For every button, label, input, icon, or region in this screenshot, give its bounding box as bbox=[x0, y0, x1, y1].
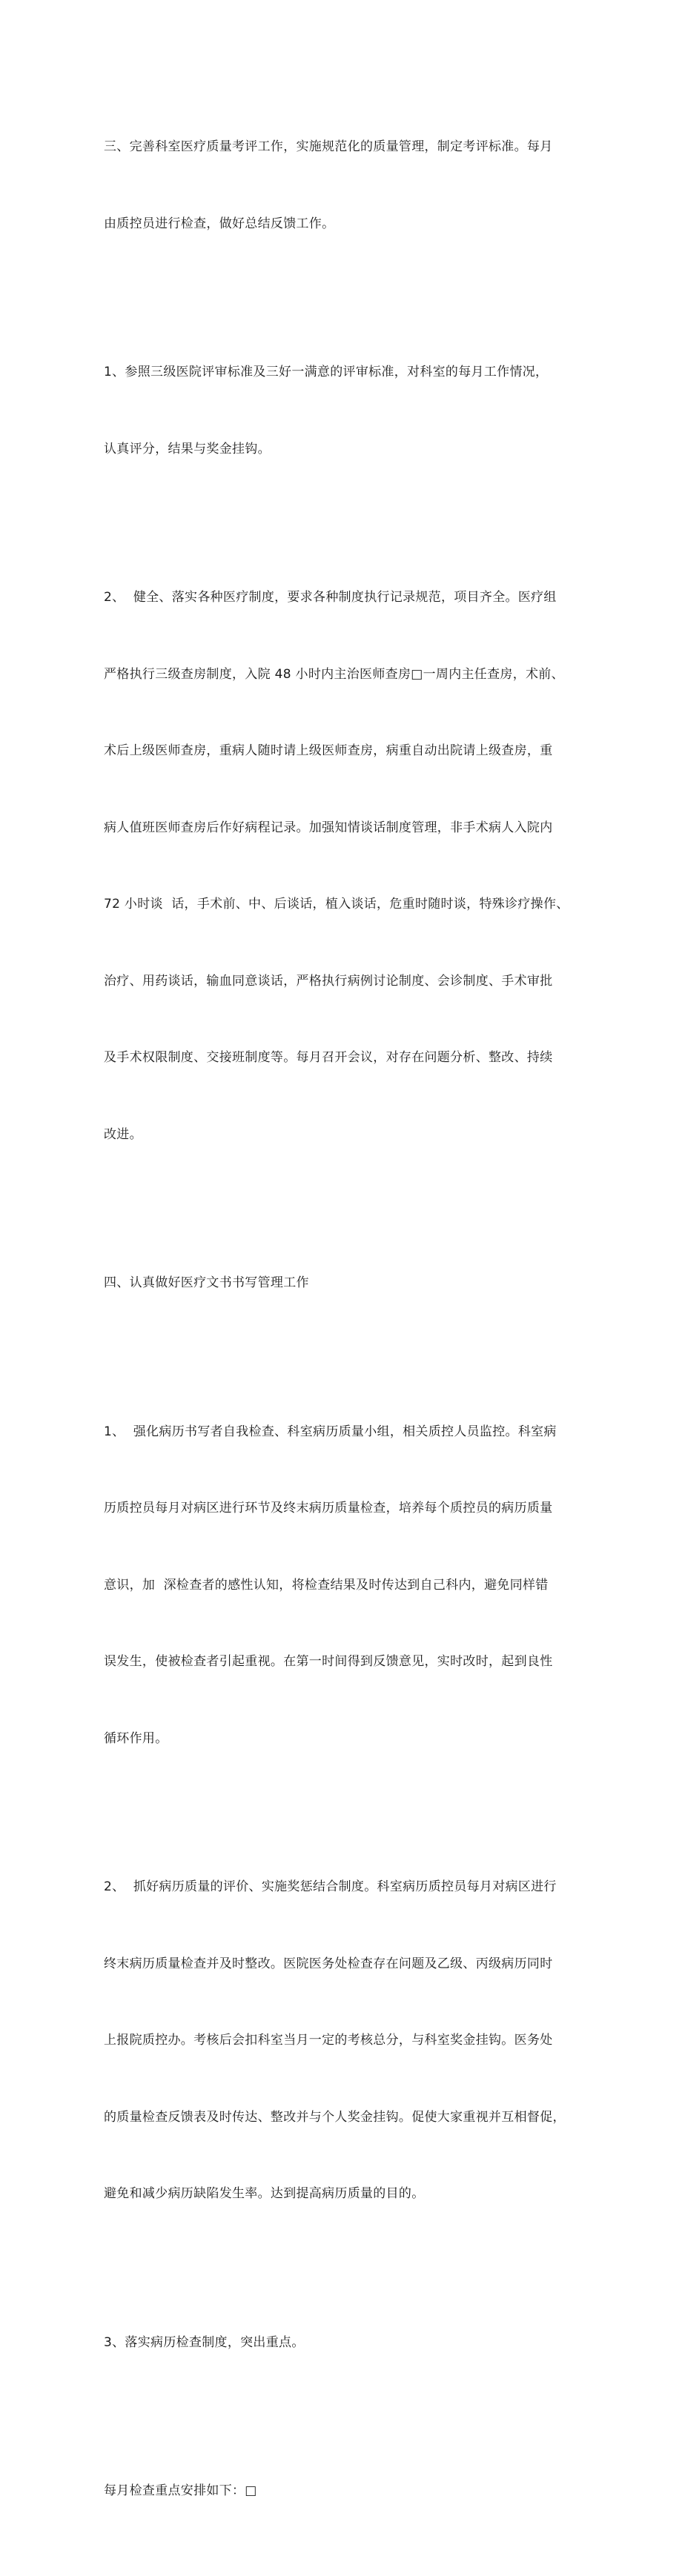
text-line: 及手术权限制度、交接班制度等。每月召开会议，对存在问题分析、整改、持续 bbox=[104, 1050, 553, 1065]
paragraph-section-three bbox=[104, 83, 586, 288]
text-line: 循环作用。 bbox=[104, 1730, 168, 1746]
text-line: 认真评分，结果与奖金挂钩。 bbox=[104, 441, 271, 457]
text-line: 1、参照三级医院评审标准及三好一满意的评审标准，对科室的每月工作情况， bbox=[104, 365, 549, 379]
text-line: 意识，加 深检查者的感性认知，将检查结果及时传达到自己科内，避免同样错 bbox=[104, 1577, 549, 1593]
text-line: 误发生，使被检查者引起重视。在第一时间得到反馈意见，实时改时，起到良性 bbox=[104, 1654, 553, 1669]
text-line: 2、 健全、落实各种医疗制度，要求各种制度执行记录规范，项目齐全。医疗组 bbox=[104, 590, 557, 605]
text-line: 病人值班医师查房后作好病程记录。加强知情谈话制度管理，非手术病人入院内 bbox=[104, 820, 553, 835]
text-line: 严格执行三级查房制度，入院 48 小时内主治医师查房□一周内主任查房，术前、 bbox=[104, 666, 564, 682]
text-line: 终末病历质量检查并及时整改。医院医务处检查存在问题及乙级、丙级病历同时 bbox=[104, 1956, 553, 1971]
text-line: 上报院质控办。考核后会扣科室当月一定的考核总分，与科室奖金挂钩。医务处 bbox=[104, 2033, 553, 2048]
text-line: 1、 强化病历书写者自我检查、科室病历质量小组，相关质控人员监控。科室病 bbox=[104, 1424, 557, 1439]
text-line: 避免和减少病历缺陷发生率。达到提高病历质量的目的。 bbox=[104, 2186, 425, 2201]
text-line: 治疗、用药谈话，输血同意谈话，严格执行病例讨论制度、会诊制度、手术审批 bbox=[104, 973, 553, 989]
text-line: 术后上级医师查房，重病人随时请上级医师查房，病重自动出院请上级查房，重 bbox=[104, 743, 553, 758]
text-line: 每月检查重点安排如下：□ bbox=[104, 2483, 257, 2498]
text-line: 的质量检查反馈表及时传达、整改并与个人奖金挂钩。促使大家重视并互相督促， bbox=[104, 2109, 566, 2125]
paragraph-item-1 bbox=[104, 308, 586, 513]
text-line: 三、完善科室医疗质量考评工作，实施规范化的质量管理，制定考评标准。每月 bbox=[104, 139, 553, 154]
paragraph-monthly-plan bbox=[104, 2427, 586, 2555]
text-line: 72 小时谈 话，手术前、中、后谈话，植入谈话，危重时随时谈，特殊诊疗操作、 bbox=[104, 897, 569, 912]
text-line: 2、 抓好病历质量的评价、实施奖惩结合制度。科室病历质控员每月对病区进行 bbox=[104, 1879, 557, 1894]
text-line: 历质控员每月对病区进行环节及终末病历质量检查，培养每个质控员的病历质量 bbox=[104, 1501, 553, 1516]
paragraph-item-2 bbox=[104, 534, 586, 1198]
text-line: 改进。 bbox=[104, 1126, 142, 1142]
paragraph-four-item-2 bbox=[104, 1823, 586, 2258]
section-heading-four bbox=[104, 1219, 586, 1347]
paragraph-four-item-1 bbox=[104, 1368, 586, 1803]
text-line: 3、落实病历检查制度，突出重点。 bbox=[104, 2334, 305, 2350]
text-line: 四、认真做好医疗文书书写管理工作 bbox=[104, 1275, 309, 1290]
document-page bbox=[104, 83, 586, 2576]
text-line: 由质控员进行检查，做好总结反馈工作。 bbox=[104, 216, 335, 231]
paragraph-four-item-3 bbox=[104, 2279, 586, 2407]
